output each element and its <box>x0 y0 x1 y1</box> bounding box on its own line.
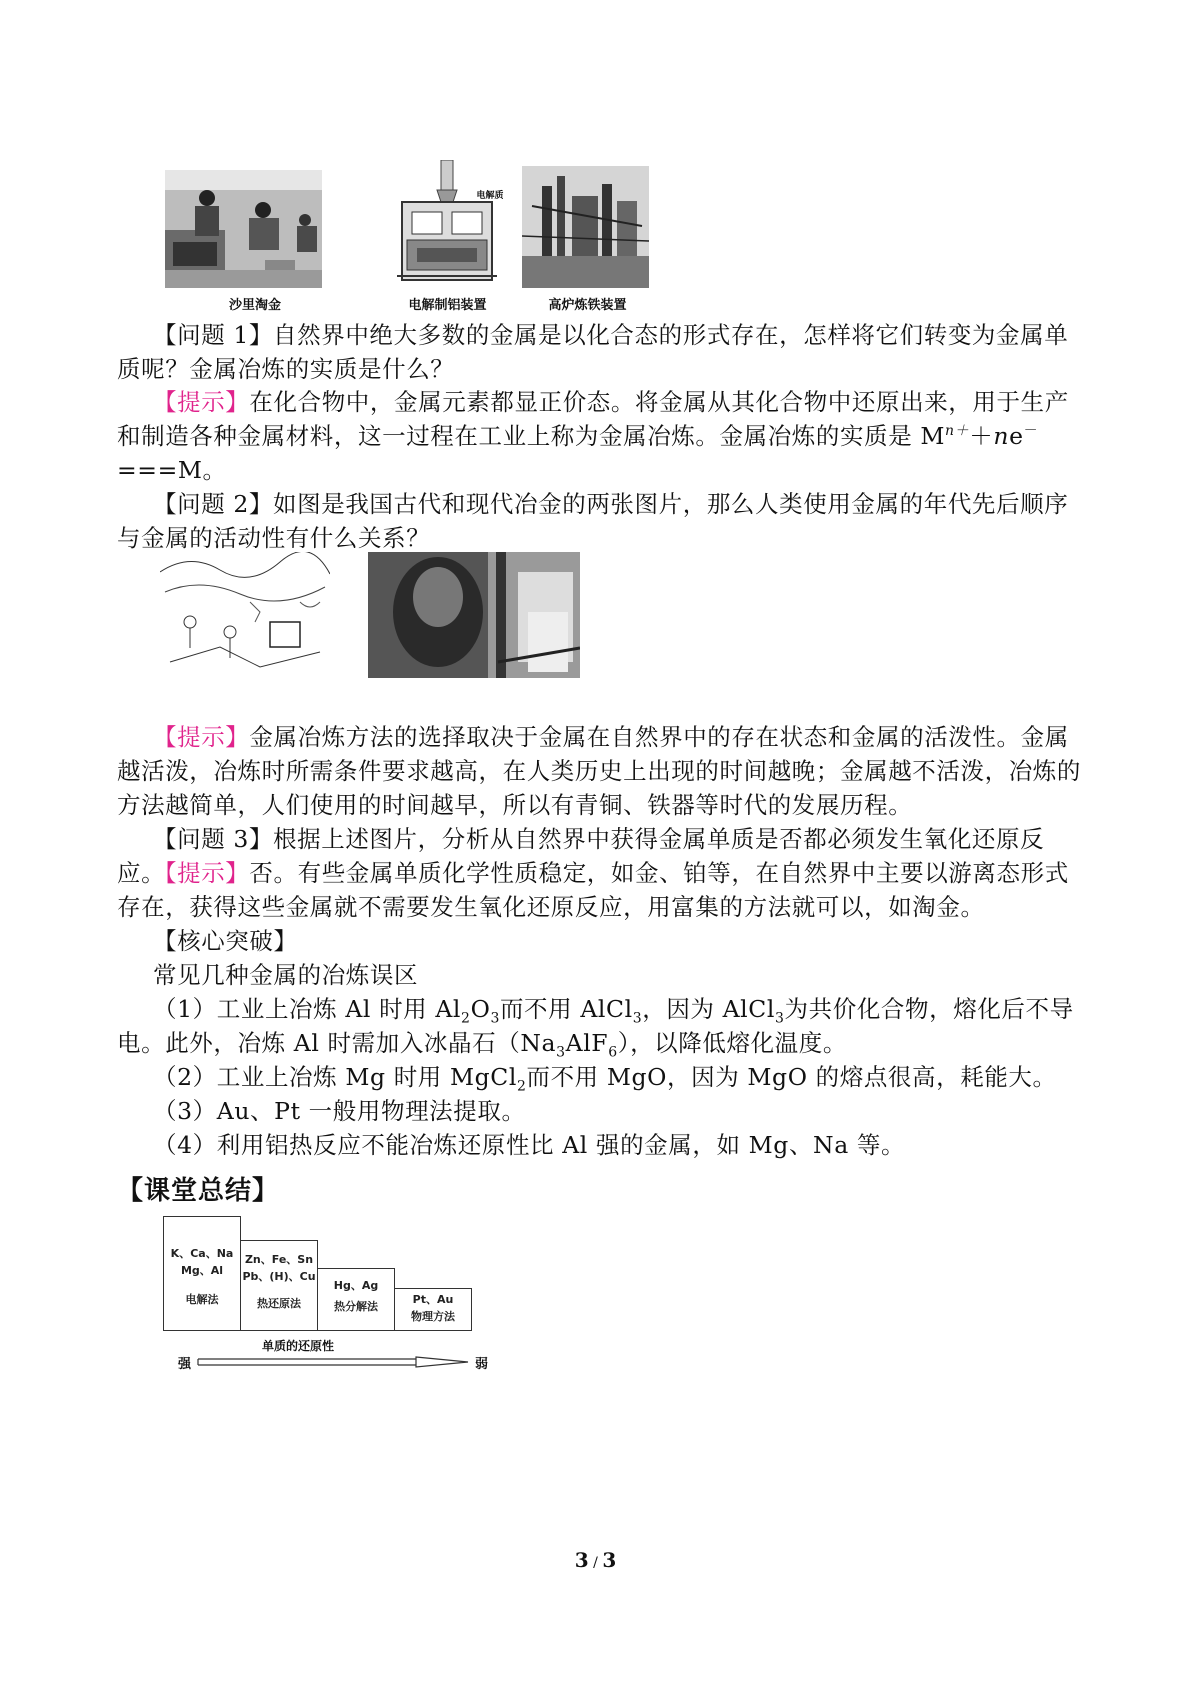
caption-aluminum-electrolysis: 电解制铝装置 <box>408 298 487 313</box>
step-3-metals-line1: Hg、Ag <box>333 1279 379 1292</box>
core-point-4 <box>117 1128 1092 1162</box>
hint-3-label: 【提示】 <box>153 859 250 887</box>
core-point-1-sub6: 6 <box>608 1044 618 1061</box>
question-3-label: 【问题 3】 <box>153 825 274 853</box>
core-subtitle <box>117 958 1092 992</box>
core-point-2-a: （2）工业上冶炼 Mg 时用 MgCl <box>153 1063 517 1091</box>
step-thermal-reduction <box>240 1240 318 1331</box>
step-4-method: 物理方法 <box>411 1310 455 1323</box>
step-2-metals-line1: Zn、Fe、Sn <box>244 1253 314 1266</box>
core-label-text: 【核心突破】 <box>153 927 298 955</box>
reduction-arrow <box>196 1354 470 1370</box>
modern-metallurgy-photo <box>368 552 580 678</box>
core-point-1 <box>117 992 1092 1060</box>
hint-3-text: 否。有些金属单质化学性质稳定，如金、铂等，在自然界中主要以游离态形式存在，获得这些金属就不需要发生氧化还原反应，用富集的方法就可以，如淘金。 <box>117 859 1069 921</box>
core-point-2-b: 而不用 MgO，因为 MgO 的熔点很高，耗能大。 <box>526 1063 1057 1091</box>
question-1 <box>117 318 1092 386</box>
caption-blast-furnace: 高炉炼铁装置 <box>548 298 627 313</box>
step-2-metals-line2: Pb、(H)、Cu <box>242 1270 316 1283</box>
core-point-1-b: O <box>470 995 491 1023</box>
hint-1-sup-minus: － <box>1023 423 1039 440</box>
ancient-metallurgy-illustration <box>160 552 330 677</box>
core-point-1-d: ，因为 AlCl <box>642 995 775 1023</box>
question-2-text: 如图是我国古代和现代冶金的两张图片，那么人类使用金属的年代先后顺序与金属的活动性有什么关系？ <box>117 490 1069 552</box>
question-3-text: 根据上述图片，分析从自然界中获得金属单质是否都必须发生氧化还原反应。 <box>117 825 1045 887</box>
step-1-method: 电解法 <box>185 1293 219 1306</box>
hint-1-text: 在化合物中，金属元素都显正价态。将金属从其化合物中还原出来，用于生产和制造各种金属材料，这一过程在工业上称为金属冶炼。金属冶炼的实质是 M <box>117 388 1069 450</box>
arrow-label: 单质的还原性 <box>262 1339 335 1353</box>
core-point-1-sub4: 3 <box>775 1010 785 1027</box>
core-point-2-sub1: 2 <box>516 1078 527 1095</box>
step-3-method: 热分解法 <box>334 1300 378 1313</box>
step-1-metals-line1: K、Ca、Na <box>170 1247 234 1260</box>
aluminum-electrolysis-diagram <box>397 160 497 290</box>
step-electrolysis <box>163 1216 241 1331</box>
core-point-1-sub3: 3 <box>632 1010 643 1027</box>
blast-furnace-photo <box>522 166 649 288</box>
hint-1-label: 【提示】 <box>153 388 250 416</box>
core-point-1-a: （1）工业上冶炼 Al 时用 Al <box>153 995 462 1023</box>
core-point-1-f: AlF <box>565 1029 609 1057</box>
hint-1-sup-charge: n＋ <box>945 423 970 440</box>
core-point-4-text: （4）利用铝热反应不能冶炼还原性比 Al 强的金属，如 Mg、Na 等。 <box>153 1131 906 1159</box>
step-4-metals-line1: Pt、Au <box>412 1293 454 1306</box>
step-physical <box>394 1288 472 1331</box>
core-label <box>117 924 1092 958</box>
core-point-1-g: ），以降低熔化温度。 <box>617 1029 847 1057</box>
core-point-1-sub2: 3 <box>490 1010 500 1027</box>
question-2-label: 【问题 2】 <box>153 490 274 518</box>
core-point-1-c: 而不用 AlCl <box>499 995 633 1023</box>
hint-1-n: n <box>993 422 1010 450</box>
hint-3 <box>117 856 1092 924</box>
hint-1-text-end: ===M。 <box>117 456 227 484</box>
page-number-separator: / <box>588 1555 603 1571</box>
core-subtitle-text: 常见几种金属的冶炼误区 <box>153 961 419 989</box>
gold-panning-photo <box>165 170 322 288</box>
step-thermal-decomposition <box>317 1268 395 1331</box>
caption-gold-panning: 沙里淘金 <box>228 298 281 313</box>
page-number <box>0 1548 1191 1572</box>
summary-heading: 【课堂总结】 <box>117 1176 280 1206</box>
core-point-1-sub5: 3 <box>556 1044 566 1061</box>
hint-2-text: 金属冶炼方法的选择取决于金属在自然界中的存在状态和金属的活泼性。金属越活泼，冶炼时所需条件要求越高，在人类历史上出现的时间越晚；金属越不活泼，冶炼的方法越简单，人们使用的时间越早，所以有青铜、铁器等时代的发展历程。 <box>117 723 1081 819</box>
step-2-method: 热还原法 <box>257 1297 301 1310</box>
hint-2 <box>117 720 1092 822</box>
hint-1 <box>117 385 1092 487</box>
question-2 <box>117 487 1092 555</box>
core-point-2 <box>117 1060 1092 1094</box>
label-strong: 强 <box>178 1357 192 1372</box>
hint-2-label: 【提示】 <box>153 723 250 751</box>
core-point-3-text: （3）Au、Pt 一般用物理法提取。 <box>153 1097 526 1125</box>
page-number-current: 3 <box>574 1548 589 1572</box>
question-1-label: 【问题 1】 <box>153 321 274 349</box>
core-point-1-sub1: 2 <box>461 1010 471 1027</box>
page-number-total: 3 <box>602 1548 617 1572</box>
hint-1-e: e <box>1009 422 1024 450</box>
hint-1-plus: ＋ <box>969 422 994 450</box>
core-point-1-e: 为共价化合物，熔化后不导电。此外，冶炼 Al 时需加入冰晶石（Na <box>117 995 1074 1057</box>
core-point-3 <box>117 1094 1092 1128</box>
label-weak: 弱 <box>475 1357 489 1372</box>
diagram-label-electrolyte: 电解质 <box>476 191 504 201</box>
question-1-text: 自然界中绝大多数的金属是以化合态的形式存在，怎样将它们转变为金属单质呢？金属冶炼的实质是什么？ <box>117 321 1069 383</box>
step-1-metals-line2: Mg、Al <box>180 1264 224 1277</box>
